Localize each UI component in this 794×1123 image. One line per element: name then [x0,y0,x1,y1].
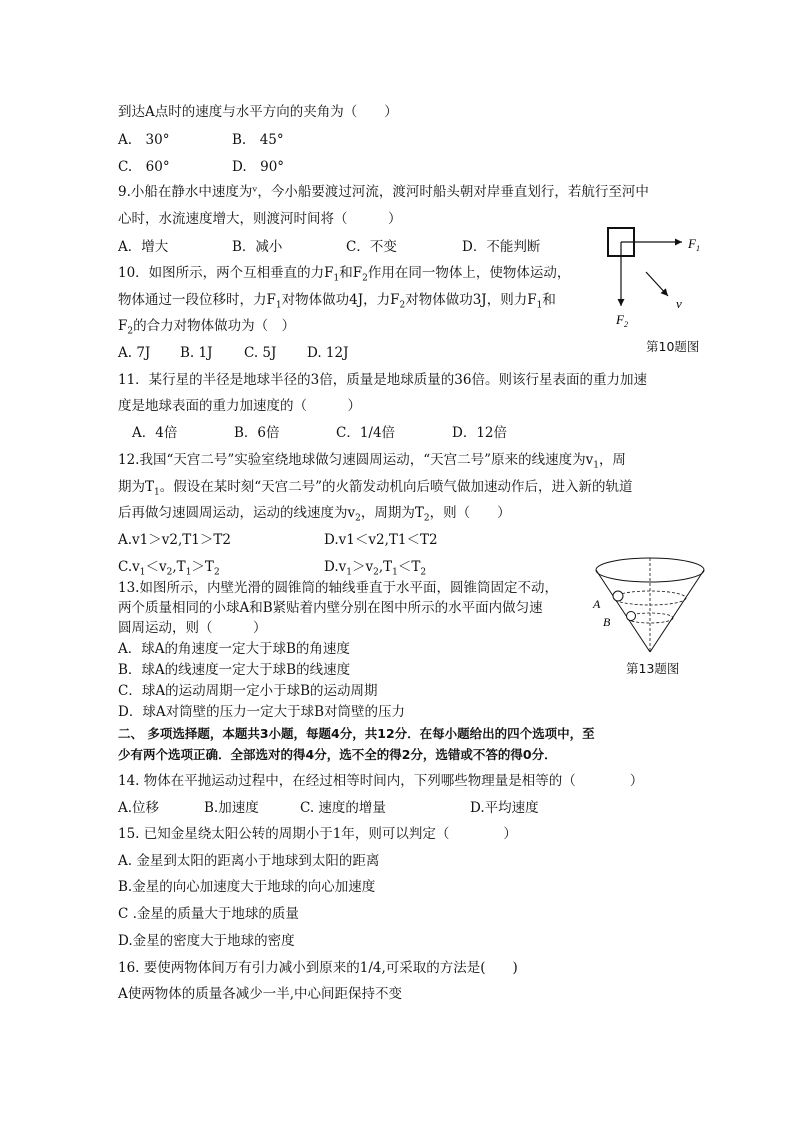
q10-f2-label: $F_2$ [616,312,628,329]
q10-f1-label: $F_1$ [688,236,700,253]
q10-stem-line-1: 10．如图所示，两个互相垂直的力$F_1$和$F_2$作用在同一物体上，使物体运动， [118,265,571,284]
q14-option-a: A.位移 [118,800,160,816]
q8-option-c: C. 60° [118,159,170,175]
q13-option-a: A．球A的角速度一定大于球B的角速度 [118,641,350,657]
q15-option-b: B.金星的向心加速度大于地球的向心加速度 [118,879,376,895]
q13-ball-a [613,591,623,601]
q11-stem-line-1: 11．某行星的半径是地球半径的3倍，质量是地球质量的36倍。则该行星表面的重力加速 [118,372,647,388]
q10-figure-caption: 第10题图 [646,339,700,354]
q8-option-a: A. 30° [118,132,170,148]
q9-option-c: C．不变 [346,239,397,255]
q16-option-a: A使两物体的质量各减少一半,中心间距保持不变 [118,986,403,1002]
q11-option-b: B．6倍 [234,425,280,441]
q11-option-a: A．4倍 [132,425,178,441]
q9-stem-line-2: 心时，水流速度增大，则渡河时间将（ ） [118,211,402,227]
q13-option-c: C．球A的运动周期一定小于球B的运动周期 [118,683,378,699]
q10-v-label: v [676,296,682,311]
q13-figure-caption: 第13题图 [626,661,680,676]
q9-option-b: B．减小 [232,239,283,255]
q10-velocity-arrow [646,272,668,296]
q13-option-b: B．球A的线速度一定大于球B的线速度 [118,662,351,678]
q13-option-d: D．球A对筒壁的压力一定大于球B对筒壁的压力 [118,704,405,720]
q8-stem-continuation: 到达A点时的速度与水平方向的夹角为（ ） [118,104,398,120]
section-2-header-line-1: 二、 多项选择题，本题共3小题，每题4分，共12分．在每小题给出的四个选项中，至 [118,726,595,741]
q8-option-b: B. 45° [232,132,284,148]
q13-stem-line-2: 两个质量相同的小球A和B紧贴着内壁分别在图中所示的水平面内做匀速 [118,600,543,616]
q10-stem-line-2: 物体通过一段位移时，力$F_1$对物体做功4J，力$F_2$对物体做功3J，则力$F_1$和 [118,292,556,311]
q12-option-c: $C.v_1<v_2,T_1>T_2$ [118,559,220,578]
q16-stem: 16. 要使两物体间万有引力减小到原来的1/4,可采取的方法是( ) [118,960,518,976]
q12-stem-line-3: 后再做匀速圆周运动，运动的线速度为$v_2$，周期为$T_2$，则（ ） [118,505,511,524]
q13-stem-line-1: 13.如图所示，内壁光滑的圆锥筒的轴线垂直于水平面，圆锥筒固定不动， [118,580,558,596]
q15-option-a: A. 金星到太阳的距离小于地球到太阳的距离 [118,853,380,869]
q10-force-diagram [596,222,708,334]
q10-option-c: C. 5J [244,345,277,361]
q12-stem-line-1: 12.我国“天宫二号”实验室绕地球做匀速圆周运动，“天宫二号”原来的线速度为$v_1$，周 [118,452,626,471]
q12-option-b: D.v1＜v2,T1＜T2 [324,532,438,548]
q13-cone-diagram [584,554,710,654]
q15-option-d: D.金星的密度大于地球的密度 [118,933,295,949]
q12-option-a: A.v1＞v2,T1＞T2 [118,532,231,548]
q11-option-d: D．12倍 [452,425,508,441]
q15-stem: 15. 已知金星绕太阳公转的周期小于1年，则可以判定（ ） [118,826,517,842]
q10-option-d: D. 12J [307,345,349,361]
section-2-header-line-2: 少有两个选项正确．全部选对的得4分，选不全的得2分，选错或不答的得0分． [118,747,557,762]
q8-option-d: D. 90° [232,159,285,175]
q9-option-a: A．增大 [118,239,169,255]
q10-stem-line-3: $F_2$的合力对物体做功为（ ） [118,318,296,337]
q13-stem-line-3: 圆周运动，则（ ） [118,620,267,636]
q13-label-a: A [593,597,601,611]
q15-option-c: C .金星的质量大于地球的质量 [118,906,299,922]
q13-label-b: B [603,615,611,629]
q13-ball-b [627,612,636,621]
q14-option-d: D.平均速度 [470,800,539,816]
q9-option-d: D．不能判断 [462,239,541,255]
q10-option-a: A. 7J [118,345,151,361]
q11-option-c: C．1/4倍 [336,425,396,441]
q10-option-b: B. 1J [180,345,213,361]
q12-option-d: $D.v_1>v_2,T_1<T_2$ [324,559,427,578]
q14-option-c: C. 速度的增量 [300,800,386,816]
q11-stem-line-2: 度是地球表面的重力加速度的（ ） [118,398,361,414]
q12-stem-line-2: 期为$T_1$。假设在某时刻“天宫二号”的火箭发动机向后喷气做加速动作后，进入新的轨道 [118,479,633,498]
q14-stem: 14. 物体在平抛运动过程中，在经过相等时间内，下列哪些物理量是相等的（ ） [118,773,644,789]
q9-stem-line-1: 9.小船在静水中速度为ᵛ，今小船要渡过河流，渡河时船头朝对岸垂直划行，若航行至河中 [118,184,649,200]
q14-option-b: B.加速度 [204,800,259,816]
